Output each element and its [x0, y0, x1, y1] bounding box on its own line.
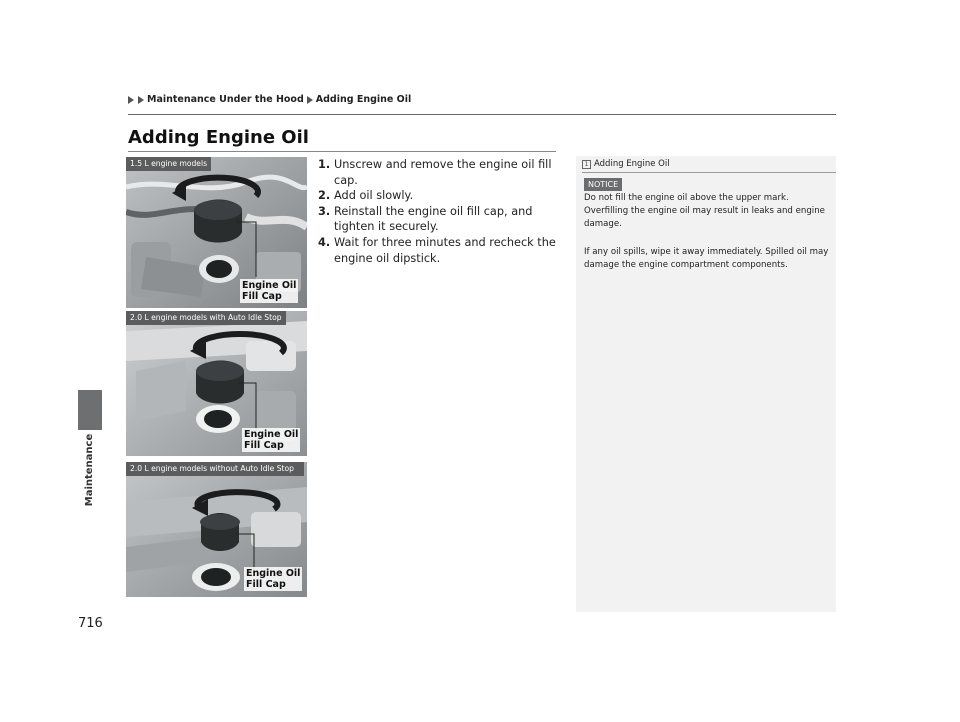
- callout-label: Engine Oil Fill Cap: [242, 280, 297, 302]
- callout-label: Engine Oil Fill Cap: [246, 568, 301, 590]
- step-item: 4. Wait for three minutes and recheck the engine oil dipstick.: [318, 235, 556, 265]
- title-rule: [128, 151, 556, 152]
- callout-label: Engine Oil Fill Cap: [244, 429, 299, 451]
- page-number: 716: [78, 616, 103, 631]
- breadcrumb-arrow-icon: [128, 96, 134, 104]
- chapter-label: Maintenance: [84, 433, 95, 507]
- note-rule: [582, 172, 836, 173]
- note-title: 1 Adding Engine Oil: [582, 159, 670, 169]
- figure-label: 1.5 L engine models: [126, 157, 211, 171]
- figure-label: 2.0 L engine models without Auto Idle Stop: [126, 462, 304, 476]
- step-item: 3. Reinstall the engine oil fill cap, and tighten it securely.: [318, 204, 533, 234]
- chapter-tab: [78, 390, 102, 430]
- note-paragraph: If any oil spills, wipe it away immediately. Spilled oil may damage the engine compartment components.: [584, 247, 829, 270]
- header-rule: [128, 114, 836, 115]
- figure-label: 2.0 L engine models with Auto Idle Stop: [126, 311, 286, 325]
- notice-badge: NOTICE: [584, 178, 622, 191]
- page-title: Adding Engine Oil: [128, 127, 309, 148]
- breadcrumb-page[interactable]: Adding Engine Oil: [315, 94, 412, 105]
- step-list: [318, 157, 563, 266]
- engine-figure-3: [126, 462, 307, 597]
- engine-figure-1: [126, 157, 307, 308]
- breadcrumb: [128, 94, 411, 105]
- note-paragraph: Do not fill the engine oil above the upper mark. Overfilling the engine oil may result in leaks and engine damage.: [584, 193, 825, 229]
- breadcrumb-arrow-icon: [138, 96, 144, 104]
- note-box: [576, 156, 836, 612]
- step-item: 1. Unscrew and remove the engine oil fill cap.: [318, 158, 552, 187]
- engine-figure-2: [126, 311, 307, 456]
- breadcrumb-arrow-icon: [307, 96, 313, 104]
- step-item: 2. Add oil slowly.: [318, 189, 414, 203]
- breadcrumb-section[interactable]: Maintenance Under the Hood: [147, 94, 304, 105]
- note-ref-icon: 1: [582, 160, 591, 169]
